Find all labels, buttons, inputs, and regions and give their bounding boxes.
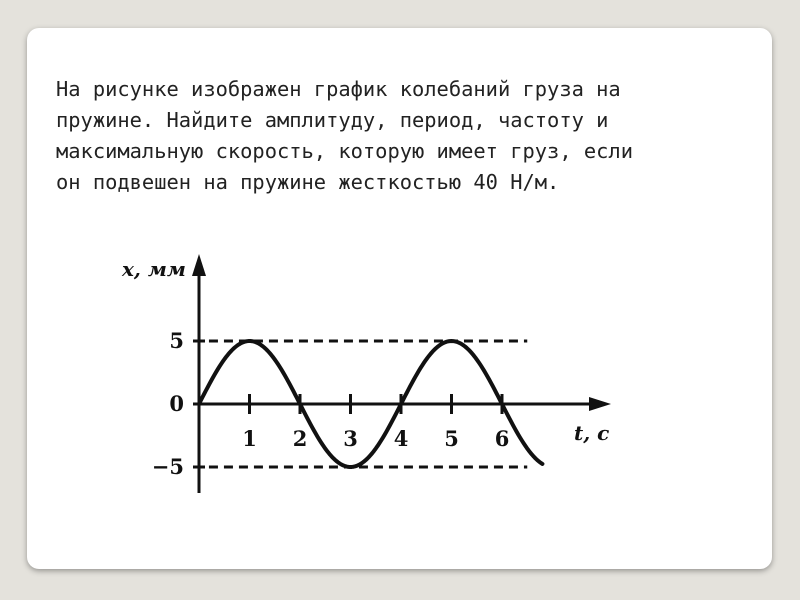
x-axis-title: t, с <box>574 421 610 445</box>
y-axis-title: x, мм <box>122 257 186 281</box>
x-tick-label-5: 5 <box>444 426 459 451</box>
x-tick-label-1: 1 <box>242 426 257 451</box>
problem-text: На рисунке изображен график колебаний груза на пружине. Найдите амплитуду, период, частоту и максимальную скорость, которую имеет груз, если он подвешен на пружине жесткостью 40 Н/м. <box>56 77 633 194</box>
x-tick-label-6: 6 <box>494 426 510 451</box>
x-tick-label-2: 2 <box>292 426 308 451</box>
x-tick-label-4: 4 <box>393 426 409 451</box>
y-tick-label-0: 0 <box>169 391 184 416</box>
y-tick-label-5: 5 <box>169 328 184 353</box>
x-axis-arrow <box>589 397 611 411</box>
x-tick-label-3: 3 <box>343 426 358 451</box>
y-axis-arrow <box>192 254 206 276</box>
y-tick-label-minus-5: −5 <box>151 454 184 479</box>
